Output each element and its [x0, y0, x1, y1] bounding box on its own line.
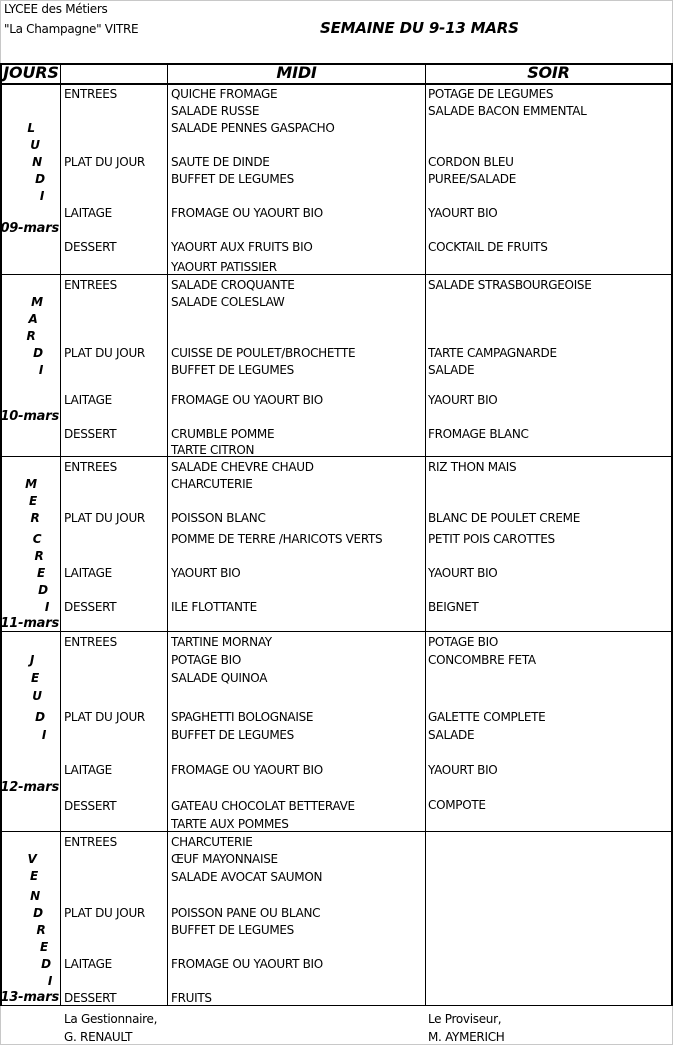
- soir-dish: FROMAGE BLANC: [428, 427, 529, 441]
- day-letter: L: [27, 121, 35, 135]
- midi-dish: POISSON PANE OU BLANC: [171, 906, 321, 920]
- category-label: DESSERT: [64, 427, 117, 441]
- header-midi: MIDI: [276, 63, 317, 82]
- category-label: DESSERT: [64, 799, 117, 813]
- signature-right-name: M. AYMERICH: [428, 1030, 505, 1044]
- midi-dish: ILE FLOTTANTE: [171, 600, 257, 614]
- midi-dish: YAOURT PATISSIER: [171, 260, 277, 274]
- soir-dish: BEIGNET: [428, 600, 479, 614]
- header-soir: SOIR: [527, 63, 570, 82]
- category-label: ENTREES: [64, 87, 117, 101]
- row-divider-mardi: [0, 274, 673, 275]
- day-letter: D: [33, 346, 43, 360]
- day-letter: I: [41, 728, 47, 742]
- midi-dish: SALADE RUSSE: [171, 104, 260, 118]
- midi-dish: GATEAU CHOCOLAT BETTERAVE: [171, 799, 355, 813]
- day-letter: V: [27, 852, 37, 866]
- day-letter: E: [29, 494, 37, 508]
- day-letter: D: [35, 172, 45, 186]
- midi-dish: ŒUF MAYONNAISE: [171, 852, 278, 866]
- day-date: 13-mars: [0, 990, 59, 1005]
- midi-dish: POMME DE TERRE /HARICOTS VERTS: [171, 532, 383, 546]
- category-label: ENTREES: [64, 635, 117, 649]
- midi-dish: FROMAGE OU YAOURT BIO: [171, 206, 323, 220]
- page-title: SEMAINE DU 9-13 MARS: [320, 19, 519, 37]
- soir-dish: SALADE: [428, 728, 475, 742]
- category-label: PLAT DU JOUR: [64, 346, 145, 360]
- midi-dish: YAOURT AUX FRUITS BIO: [171, 240, 313, 254]
- day-letter: E: [30, 869, 38, 883]
- midi-dish: SALADE AVOCAT SAUMON: [171, 870, 323, 884]
- day-date: 11-mars: [0, 616, 59, 631]
- header-bottom-border: [0, 83, 673, 85]
- midi-dish: SALADE PENNES GASPACHO: [171, 121, 335, 135]
- day-letter: D: [33, 906, 43, 920]
- midi-dish: BUFFET DE LEGUMES: [171, 363, 294, 377]
- day-letter: E: [37, 566, 45, 580]
- category-label: DESSERT: [64, 600, 117, 614]
- category-label: PLAT DU JOUR: [64, 710, 145, 724]
- category-label: LAITAGE: [64, 566, 112, 580]
- category-label: LAITAGE: [64, 957, 112, 971]
- midi-dish: SALADE CHEVRE CHAUD: [171, 460, 314, 474]
- midi-dish: CUISSE DE POULET/BROCHETTE: [171, 346, 356, 360]
- col-divider-categories: [167, 63, 168, 1006]
- category-label: PLAT DU JOUR: [64, 155, 145, 169]
- col-left-border: [0, 63, 2, 1006]
- day-letter: D: [38, 583, 48, 597]
- midi-dish: FROMAGE OU YAOURT BIO: [171, 393, 323, 407]
- day-letter: D: [41, 957, 51, 971]
- day-letter: I: [39, 189, 45, 203]
- day-letter: I: [47, 974, 53, 988]
- soir-dish: COMPOTE: [428, 798, 486, 812]
- midi-dish: SALADE COLESLAW: [171, 295, 285, 309]
- midi-dish: CHARCUTERIE: [171, 835, 253, 849]
- day-letter: I: [38, 363, 44, 377]
- soir-dish: PETIT POIS CAROTTES: [428, 532, 555, 546]
- midi-dish: FROMAGE OU YAOURT BIO: [171, 957, 323, 971]
- soir-dish: PUREE/SALADE: [428, 172, 517, 186]
- midi-dish: FRUITS: [171, 991, 212, 1005]
- soir-dish: CONCOMBRE FETA: [428, 653, 536, 667]
- col-divider-jours: [60, 63, 61, 1006]
- soir-dish: POTAGE DE LEGUMES: [428, 87, 554, 101]
- day-letter: U: [30, 138, 40, 152]
- row-divider-mercredi: [0, 456, 673, 457]
- soir-dish: YAOURT BIO: [428, 763, 498, 777]
- day-letter: N: [30, 889, 40, 903]
- day-letter: M: [25, 477, 37, 491]
- midi-dish: BUFFET DE LEGUMES: [171, 172, 294, 186]
- midi-dish: POTAGE BIO: [171, 653, 241, 667]
- school-name: LYCEE des Métiers: [4, 2, 108, 16]
- midi-dish: SPAGHETTI BOLOGNAISE: [171, 710, 314, 724]
- category-label: LAITAGE: [64, 206, 112, 220]
- category-label: LAITAGE: [64, 763, 112, 777]
- category-label: DESSERT: [64, 991, 117, 1005]
- day-letter: C: [32, 532, 42, 546]
- midi-dish: QUICHE FROMAGE: [171, 87, 278, 101]
- school-location: "La Champagne" VITRE: [4, 22, 139, 36]
- midi-dish: YAOURT BIO: [171, 566, 241, 580]
- signature-left-role: La Gestionnaire,: [64, 1012, 158, 1026]
- midi-dish: BUFFET DE LEGUMES: [171, 728, 294, 742]
- soir-dish: POTAGE BIO: [428, 635, 498, 649]
- midi-dish: BUFFET DE LEGUMES: [171, 923, 294, 937]
- category-label: PLAT DU JOUR: [64, 511, 145, 525]
- soir-dish: YAOURT BIO: [428, 393, 498, 407]
- soir-dish: BLANC DE POULET CREME: [428, 511, 581, 525]
- day-date: 09-mars: [0, 221, 59, 236]
- day-letter: E: [40, 940, 48, 954]
- col-divider-midi: [425, 63, 426, 1006]
- midi-dish: CRUMBLE POMME: [171, 427, 275, 441]
- row-divider-vendredi: [0, 831, 673, 832]
- category-label: ENTREES: [64, 835, 117, 849]
- soir-dish: COCKTAIL DE FRUITS: [428, 240, 548, 254]
- header-jours: JOURS: [3, 63, 59, 82]
- midi-dish: SALADE QUINOA: [171, 671, 268, 685]
- table-bottom-border: [0, 1005, 673, 1006]
- soir-dish: TARTE CAMPAGNARDE: [428, 346, 557, 360]
- midi-dish: POISSON BLANC: [171, 511, 266, 525]
- day-letter: R: [34, 549, 44, 563]
- midi-dish: SAUTE DE DINDE: [171, 155, 270, 169]
- category-label: ENTREES: [64, 278, 117, 292]
- soir-dish: YAOURT BIO: [428, 206, 498, 220]
- day-letter: N: [32, 155, 42, 169]
- signature-right-role: Le Proviseur,: [428, 1012, 502, 1026]
- soir-dish: GALETTE COMPLETE: [428, 710, 546, 724]
- category-label: DESSERT: [64, 240, 117, 254]
- day-letter: D: [35, 710, 45, 724]
- day-letter: E: [31, 671, 39, 685]
- midi-dish: TARTE AUX POMMES: [171, 817, 289, 831]
- midi-dish: TARTE CITRON: [171, 443, 255, 457]
- soir-dish: CORDON BLEU: [428, 155, 514, 169]
- soir-dish: SALADE: [428, 363, 475, 377]
- day-letter: J: [29, 653, 35, 667]
- day-letter: A: [28, 312, 38, 326]
- day-letter: M: [31, 295, 43, 309]
- day-date: 12-mars: [0, 780, 59, 795]
- row-divider-jeudi: [0, 631, 673, 632]
- soir-dish: SALADE BACON EMMENTAL: [428, 104, 587, 118]
- midi-dish: CHARCUTERIE: [171, 477, 253, 491]
- soir-dish: RIZ THON MAIS: [428, 460, 517, 474]
- day-letter: R: [36, 923, 46, 937]
- category-label: PLAT DU JOUR: [64, 906, 145, 920]
- category-label: LAITAGE: [64, 393, 112, 407]
- midi-dish: FROMAGE OU YAOURT BIO: [171, 763, 323, 777]
- day-letter: I: [44, 600, 50, 614]
- day-letter: R: [26, 329, 36, 343]
- day-letter: R: [30, 511, 40, 525]
- day-letter: U: [32, 689, 42, 703]
- signature-left-name: G. RENAULT: [64, 1030, 133, 1044]
- day-date: 10-mars: [0, 409, 59, 424]
- soir-dish: SALADE STRASBOURGEOISE: [428, 278, 592, 292]
- soir-dish: YAOURT BIO: [428, 566, 498, 580]
- midi-dish: TARTINE MORNAY: [171, 635, 272, 649]
- midi-dish: SALADE CROQUANTE: [171, 278, 295, 292]
- category-label: ENTREES: [64, 460, 117, 474]
